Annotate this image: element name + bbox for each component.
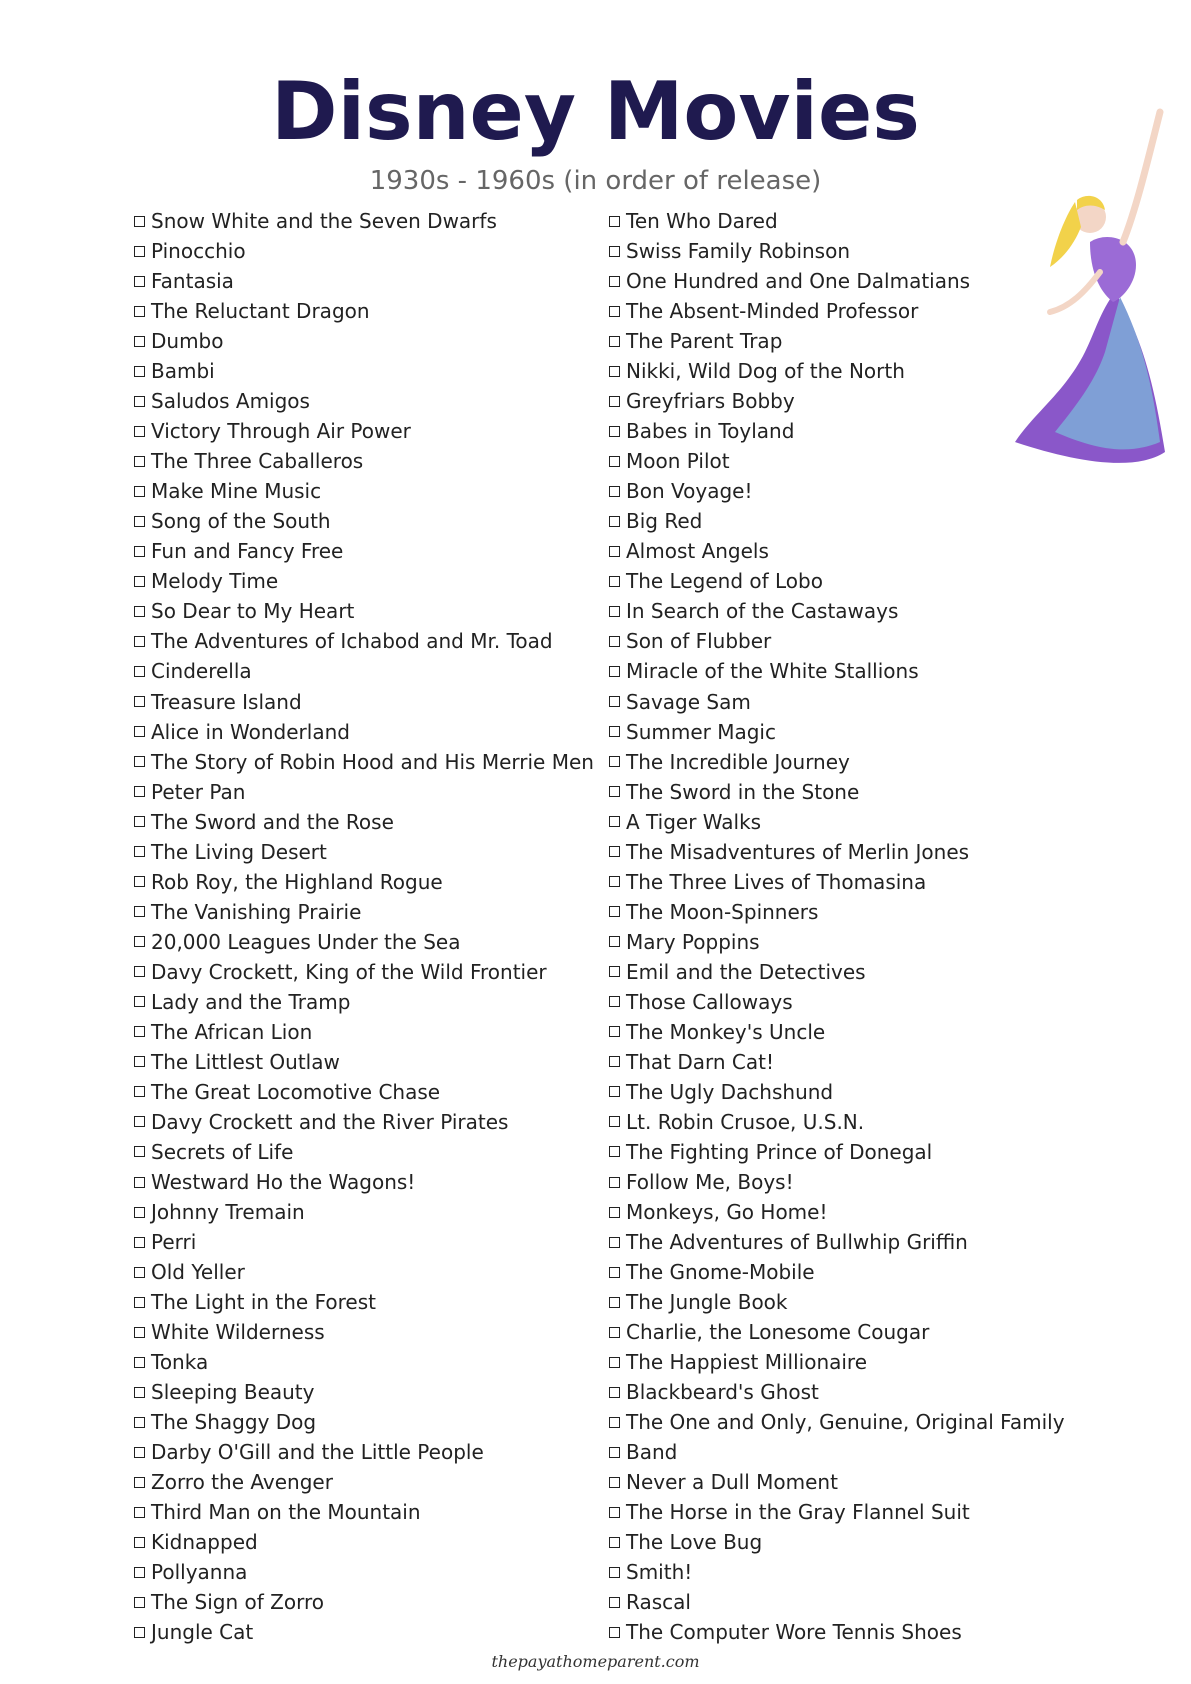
checkbox[interactable] xyxy=(609,906,620,917)
movie-list-item xyxy=(609,506,1079,536)
movie-title: The Love Bug xyxy=(626,1530,763,1555)
movie-list-item xyxy=(609,626,1079,656)
movie-title: Dumbo xyxy=(151,329,224,354)
movie-list-item xyxy=(134,626,604,656)
movie-list-item xyxy=(609,356,1079,386)
movie-title: The Gnome-Mobile xyxy=(626,1260,815,1285)
checkbox[interactable] xyxy=(609,1537,620,1548)
checkbox[interactable] xyxy=(134,246,145,257)
movie-title: The African Lion xyxy=(151,1019,313,1044)
movie-list-item xyxy=(609,296,1079,326)
checkbox[interactable] xyxy=(134,1207,145,1218)
movie-title: The Three Lives of Thomasina xyxy=(626,869,927,894)
movie-title: Those Calloways xyxy=(626,989,793,1014)
movie-list-item xyxy=(134,1287,604,1317)
checkbox[interactable] xyxy=(134,696,145,707)
checkbox[interactable] xyxy=(609,336,620,347)
checkbox[interactable] xyxy=(134,366,145,377)
movie-title: Charlie, the Lonesome Cougar xyxy=(626,1320,930,1345)
movie-list-item xyxy=(609,1467,1079,1497)
movie-title: Make Mine Music xyxy=(151,479,322,504)
movie-title: In Search of the Castaways xyxy=(626,599,899,624)
movie-title: Alice in Wonderland xyxy=(151,719,350,744)
checkbox[interactable] xyxy=(609,1116,620,1127)
movie-list-item xyxy=(134,326,604,356)
movie-list-item xyxy=(609,1617,1079,1647)
checkbox[interactable] xyxy=(134,396,145,407)
movie-title: Melody Time xyxy=(151,569,279,594)
movie-list-item xyxy=(134,1137,604,1167)
movie-title: The Sword in the Stone xyxy=(626,779,860,804)
movie-title: Fun and Fancy Free xyxy=(151,539,344,564)
checkbox[interactable] xyxy=(609,1597,620,1608)
movie-title: Miracle of the White Stallions xyxy=(626,659,919,684)
movie-list-item xyxy=(134,1587,604,1617)
checkbox[interactable] xyxy=(609,1477,620,1488)
movie-list-item xyxy=(134,1527,604,1557)
movie-title: Sleeping Beauty xyxy=(151,1380,315,1405)
movie-list-item xyxy=(609,747,1079,777)
movie-title: Johnny Tremain xyxy=(151,1200,305,1225)
movie-list-item xyxy=(134,1197,604,1227)
movie-list-item xyxy=(609,927,1079,957)
movie-list-item xyxy=(134,1377,604,1407)
movie-list-item xyxy=(134,296,604,326)
movie-title: Old Yeller xyxy=(151,1260,245,1285)
movie-title: The Horse in the Gray Flannel Suit xyxy=(626,1500,970,1525)
movie-title: Rascal xyxy=(626,1590,691,1615)
movie-title: Mary Poppins xyxy=(626,929,760,954)
movie-title: Davy Crockett and the River Pirates xyxy=(151,1109,509,1134)
checkbox[interactable] xyxy=(609,1357,620,1368)
checkbox[interactable] xyxy=(609,366,620,377)
movie-list-item xyxy=(609,446,1079,476)
movie-list-item xyxy=(134,656,604,686)
movie-title: Nikki, Wild Dog of the North xyxy=(626,359,905,384)
checkbox[interactable] xyxy=(609,876,620,887)
movie-title: Emil and the Detectives xyxy=(626,959,866,984)
movie-list-item xyxy=(134,386,604,416)
checkbox[interactable] xyxy=(134,786,145,797)
movie-title: The Adventures of Bullwhip Griffin xyxy=(626,1230,968,1255)
movie-list-item xyxy=(609,326,1079,356)
movie-list-item xyxy=(134,1617,604,1647)
movie-title: Perri xyxy=(151,1230,197,1255)
checkbox[interactable] xyxy=(609,246,620,257)
movie-title: The Monkey's Uncle xyxy=(626,1019,826,1044)
movie-list-item xyxy=(609,837,1079,867)
movie-title: Pinocchio xyxy=(151,239,246,264)
movie-title: The Parent Trap xyxy=(626,329,783,354)
checkbox[interactable] xyxy=(134,846,145,857)
movie-list-item xyxy=(134,957,604,987)
movie-list-item xyxy=(609,416,1079,446)
checkbox[interactable] xyxy=(609,966,620,977)
movie-title: Big Red xyxy=(626,509,703,534)
movie-list-item xyxy=(134,536,604,566)
checkbox[interactable] xyxy=(134,1507,145,1518)
footer-website: thepayathomeparent.com xyxy=(491,1652,700,1671)
movie-list-left xyxy=(134,206,604,1648)
movie-title: Savage Sam xyxy=(626,689,751,714)
movie-list-item xyxy=(609,1137,1079,1167)
checkbox[interactable] xyxy=(609,636,620,647)
movie-list-item xyxy=(609,1107,1079,1137)
movie-title: The Shaggy Dog xyxy=(151,1410,317,1435)
movie-list-item xyxy=(609,1527,1079,1557)
movie-list-item xyxy=(134,1107,604,1137)
movie-list-item xyxy=(609,1077,1079,1107)
checkbox[interactable] xyxy=(609,1207,620,1218)
checkbox[interactable] xyxy=(134,816,145,827)
checkbox[interactable] xyxy=(134,516,145,527)
checkbox[interactable] xyxy=(134,576,145,587)
movie-list-item xyxy=(134,266,604,296)
movie-title: The Littlest Outlaw xyxy=(151,1049,340,1074)
movie-list-item xyxy=(134,837,604,867)
checkbox[interactable] xyxy=(134,1627,145,1638)
checkbox[interactable] xyxy=(134,1327,145,1338)
movie-title: Smith! xyxy=(626,1560,693,1585)
movie-list-item xyxy=(134,897,604,927)
movie-list-item xyxy=(609,1317,1079,1347)
movie-list-item xyxy=(134,566,604,596)
checkbox[interactable] xyxy=(134,1056,145,1067)
movie-title: The Light in the Forest xyxy=(151,1290,376,1315)
checkbox[interactable] xyxy=(609,396,620,407)
movie-title: The Living Desert xyxy=(151,839,327,864)
movie-list-item xyxy=(134,1407,604,1437)
movie-list-item xyxy=(134,506,604,536)
checkbox[interactable] xyxy=(609,1387,620,1398)
movie-list-item xyxy=(609,236,1079,266)
checkbox[interactable] xyxy=(609,1177,620,1188)
page-subtitle: 1930s - 1960s (in order of release) xyxy=(369,166,822,196)
checkbox[interactable] xyxy=(134,636,145,647)
checkbox[interactable] xyxy=(134,876,145,887)
movie-title: The Legend of Lobo xyxy=(626,569,823,594)
movie-title: Kidnapped xyxy=(151,1530,258,1555)
movie-list-item xyxy=(609,1047,1079,1077)
movie-title: Song of the South xyxy=(151,509,331,534)
checkbox[interactable] xyxy=(609,486,620,497)
checkbox[interactable] xyxy=(134,486,145,497)
checkbox[interactable] xyxy=(609,576,620,587)
movie-list-item xyxy=(609,687,1079,717)
movie-list-item xyxy=(609,957,1079,987)
movie-title: Bon Voyage! xyxy=(626,479,753,504)
movie-list-item xyxy=(609,1197,1079,1227)
movie-title: That Darn Cat! xyxy=(626,1049,774,1074)
movie-title: The Reluctant Dragon xyxy=(151,299,370,324)
movie-title: Peter Pan xyxy=(151,779,246,804)
checkbox[interactable] xyxy=(134,936,145,947)
movie-list-item xyxy=(134,416,604,446)
checkbox[interactable] xyxy=(134,996,145,1007)
movie-title: The Jungle Book xyxy=(626,1290,788,1315)
movie-title: Rob Roy, the Highland Rogue xyxy=(151,869,443,894)
movie-list-item xyxy=(134,356,604,386)
movie-title: Swiss Family Robinson xyxy=(626,239,851,264)
movie-list-item xyxy=(134,927,604,957)
movie-title: Secrets of Life xyxy=(151,1139,294,1164)
checkbox[interactable] xyxy=(609,1237,620,1248)
movie-title: White Wilderness xyxy=(151,1320,325,1345)
movie-list-item xyxy=(609,386,1079,416)
checkbox[interactable] xyxy=(134,606,145,617)
checkbox[interactable] xyxy=(609,936,620,947)
checkbox[interactable] xyxy=(609,216,620,227)
movie-list-item xyxy=(134,747,604,777)
checkbox[interactable] xyxy=(134,1447,145,1458)
checkbox[interactable] xyxy=(134,966,145,977)
checkbox[interactable] xyxy=(609,1297,620,1308)
movie-list-item xyxy=(134,446,604,476)
checkbox[interactable] xyxy=(609,1327,620,1338)
movie-title: Treasure Island xyxy=(151,689,302,714)
movie-list-item xyxy=(134,1077,604,1107)
movie-title: The Ugly Dachshund xyxy=(626,1079,834,1104)
movie-title: 20,000 Leagues Under the Sea xyxy=(151,929,461,954)
checkbox[interactable] xyxy=(609,1056,620,1067)
movie-list-item xyxy=(134,717,604,747)
checkbox[interactable] xyxy=(134,276,145,287)
movie-list-item xyxy=(609,1287,1079,1317)
movie-list-item xyxy=(134,1017,604,1047)
movie-list-item xyxy=(609,1347,1079,1377)
checkbox[interactable] xyxy=(609,546,620,557)
movie-title: Follow Me, Boys! xyxy=(626,1170,794,1195)
movie-title: Westward Ho the Wagons! xyxy=(151,1170,416,1195)
checkbox[interactable] xyxy=(134,456,145,467)
checkbox[interactable] xyxy=(609,816,620,827)
checkbox[interactable] xyxy=(609,1086,620,1097)
checkbox[interactable] xyxy=(609,276,620,287)
movie-list-right xyxy=(609,206,1079,1648)
checkbox[interactable] xyxy=(134,1267,145,1278)
movie-title: The Sign of Zorro xyxy=(151,1590,324,1615)
checkbox[interactable] xyxy=(609,696,620,707)
movie-title: Fantasia xyxy=(151,269,234,294)
checkbox[interactable] xyxy=(134,1297,145,1308)
checkbox[interactable] xyxy=(134,1116,145,1127)
movie-list-item xyxy=(609,867,1079,897)
movie-list-item xyxy=(134,867,604,897)
movie-list-item xyxy=(134,777,604,807)
movie-title: Tonka xyxy=(151,1350,209,1375)
movie-title: Ten Who Dared xyxy=(626,209,778,234)
checkbox[interactable] xyxy=(609,516,620,527)
checkbox[interactable] xyxy=(609,1507,620,1518)
checkbox[interactable] xyxy=(134,306,145,317)
movie-title: Greyfriars Bobby xyxy=(626,389,795,414)
movie-title: The Great Locomotive Chase xyxy=(151,1079,441,1104)
movie-list-item xyxy=(609,656,1079,686)
checkbox[interactable] xyxy=(134,1567,145,1578)
movie-title: Pollyanna xyxy=(151,1560,248,1585)
movie-title: The Moon-Spinners xyxy=(626,899,819,924)
checkbox[interactable] xyxy=(609,996,620,1007)
movie-list-item xyxy=(609,1167,1079,1197)
checkbox[interactable] xyxy=(609,1447,620,1458)
movie-list-item xyxy=(134,476,604,506)
movie-title: The Story of Robin Hood and His Merrie Men xyxy=(151,749,594,774)
movie-title: The One and Only, Genuine, Original Family xyxy=(626,1410,1065,1435)
movie-list-item xyxy=(609,1407,1079,1437)
checkbox[interactable] xyxy=(134,546,145,557)
movie-list-item xyxy=(134,1497,604,1527)
movie-list-item xyxy=(609,596,1079,626)
movie-title: A Tiger Walks xyxy=(626,809,762,834)
movie-list-item xyxy=(609,1587,1079,1617)
movie-title: The Vanishing Prairie xyxy=(151,899,362,924)
movie-title: Zorro the Avenger xyxy=(151,1470,333,1495)
movie-title: One Hundred and One Dalmatians xyxy=(626,269,971,294)
movie-title: The Three Caballeros xyxy=(151,449,364,474)
movie-title: Snow White and the Seven Dwarfs xyxy=(151,209,497,234)
checkbox[interactable] xyxy=(134,426,145,437)
checkbox[interactable] xyxy=(134,1357,145,1368)
movie-title: The Sword and the Rose xyxy=(151,809,394,834)
movie-list-item xyxy=(134,236,604,266)
checkbox[interactable] xyxy=(134,1597,145,1608)
movie-title: The Misadventures of Merlin Jones xyxy=(626,839,970,864)
movie-title: Victory Through Air Power xyxy=(151,419,411,444)
movie-list-item xyxy=(134,807,604,837)
checkbox[interactable] xyxy=(609,1417,620,1428)
movie-list-item xyxy=(609,476,1079,506)
movie-list-item xyxy=(134,1467,604,1497)
movie-list-item xyxy=(609,266,1079,296)
checkbox[interactable] xyxy=(609,756,620,767)
movie-title: Lady and the Tramp xyxy=(151,989,351,1014)
checkbox[interactable] xyxy=(609,426,620,437)
movie-list-item xyxy=(609,1227,1079,1257)
movie-title: The Fighting Prince of Donegal xyxy=(626,1139,933,1164)
movie-title: Jungle Cat xyxy=(151,1620,254,1645)
checkbox[interactable] xyxy=(609,846,620,857)
movie-title: Cinderella xyxy=(151,659,252,684)
movie-list-item xyxy=(609,1497,1079,1527)
movie-title: Babes in Toyland xyxy=(626,419,795,444)
movie-list-item xyxy=(134,1167,604,1197)
movie-title: Moon Pilot xyxy=(626,449,730,474)
movie-title: Bambi xyxy=(151,359,215,384)
movie-list-item xyxy=(609,807,1079,837)
checkbox[interactable] xyxy=(609,1567,620,1578)
movie-title: Third Man on the Mountain xyxy=(151,1500,421,1525)
movie-list-item xyxy=(609,717,1079,747)
movie-list-item xyxy=(134,1437,604,1467)
movie-title: Davy Crockett, King of the Wild Frontier xyxy=(151,959,547,984)
checkbox[interactable] xyxy=(134,1026,145,1037)
movie-list-item xyxy=(609,987,1079,1017)
movie-list-item xyxy=(134,687,604,717)
checkbox[interactable] xyxy=(609,666,620,677)
movie-list-item xyxy=(609,1557,1079,1587)
checkbox[interactable] xyxy=(609,1146,620,1157)
movie-title: Monkeys, Go Home! xyxy=(626,1200,828,1225)
movie-list-item xyxy=(609,1017,1079,1047)
movie-list-item xyxy=(134,596,604,626)
movie-list-item xyxy=(134,1257,604,1287)
checkbox[interactable] xyxy=(134,1387,145,1398)
checkbox[interactable] xyxy=(609,1267,620,1278)
movie-list-item xyxy=(609,1377,1079,1407)
movie-title: Blackbeard's Ghost xyxy=(626,1380,819,1405)
checkbox[interactable] xyxy=(134,1086,145,1097)
movie-title: Summer Magic xyxy=(626,719,776,744)
checkbox[interactable] xyxy=(609,726,620,737)
movie-list-item xyxy=(609,777,1079,807)
movie-list-item xyxy=(609,1257,1079,1287)
movie-title: Son of Flubber xyxy=(626,629,772,654)
checkbox[interactable] xyxy=(134,756,145,767)
movie-list-item xyxy=(609,897,1079,927)
movie-title: Saludos Amigos xyxy=(151,389,310,414)
checkbox[interactable] xyxy=(134,906,145,917)
movie-title: Darby O'Gill and the Little People xyxy=(151,1440,484,1465)
checkbox[interactable] xyxy=(609,306,620,317)
movie-title: The Absent-Minded Professor xyxy=(626,299,919,324)
checkbox[interactable] xyxy=(609,1627,620,1638)
movie-list-item xyxy=(134,1557,604,1587)
page-title: Disney Movies xyxy=(271,65,920,158)
checkbox[interactable] xyxy=(134,336,145,347)
checkbox[interactable] xyxy=(609,786,620,797)
checkbox[interactable] xyxy=(134,216,145,227)
checkbox[interactable] xyxy=(134,666,145,677)
movie-list-item xyxy=(609,536,1079,566)
movie-title: Almost Angels xyxy=(626,539,769,564)
movie-list-item xyxy=(134,1347,604,1377)
movie-title: Lt. Robin Crusoe, U.S.N. xyxy=(626,1109,865,1134)
movie-title: The Computer Wore Tennis Shoes xyxy=(626,1620,962,1645)
checkbox[interactable] xyxy=(609,1026,620,1037)
movie-title: The Happiest Millionaire xyxy=(626,1350,868,1375)
movie-list-item xyxy=(609,566,1079,596)
movie-list-item xyxy=(134,987,604,1017)
movie-list-item xyxy=(134,1047,604,1077)
movie-list-item xyxy=(134,1317,604,1347)
movie-list-item xyxy=(134,206,604,236)
movie-list-item xyxy=(609,1437,1079,1467)
checkbox[interactable] xyxy=(134,1477,145,1488)
movie-list-item xyxy=(609,206,1079,236)
checkbox[interactable] xyxy=(134,1237,145,1248)
movie-title: So Dear to My Heart xyxy=(151,599,355,624)
movie-title: The Incredible Journey xyxy=(626,749,850,774)
checkbox[interactable] xyxy=(609,606,620,617)
checkbox[interactable] xyxy=(134,726,145,737)
checkbox[interactable] xyxy=(134,1177,145,1188)
checkbox[interactable] xyxy=(134,1537,145,1548)
movie-title: Band xyxy=(626,1440,678,1465)
movie-title: Never a Dull Moment xyxy=(626,1470,838,1495)
movie-list-item xyxy=(134,1227,604,1257)
checkbox[interactable] xyxy=(134,1146,145,1157)
checkbox[interactable] xyxy=(609,456,620,467)
movie-title: The Adventures of Ichabod and Mr. Toad xyxy=(151,629,553,654)
checkbox[interactable] xyxy=(134,1417,145,1428)
